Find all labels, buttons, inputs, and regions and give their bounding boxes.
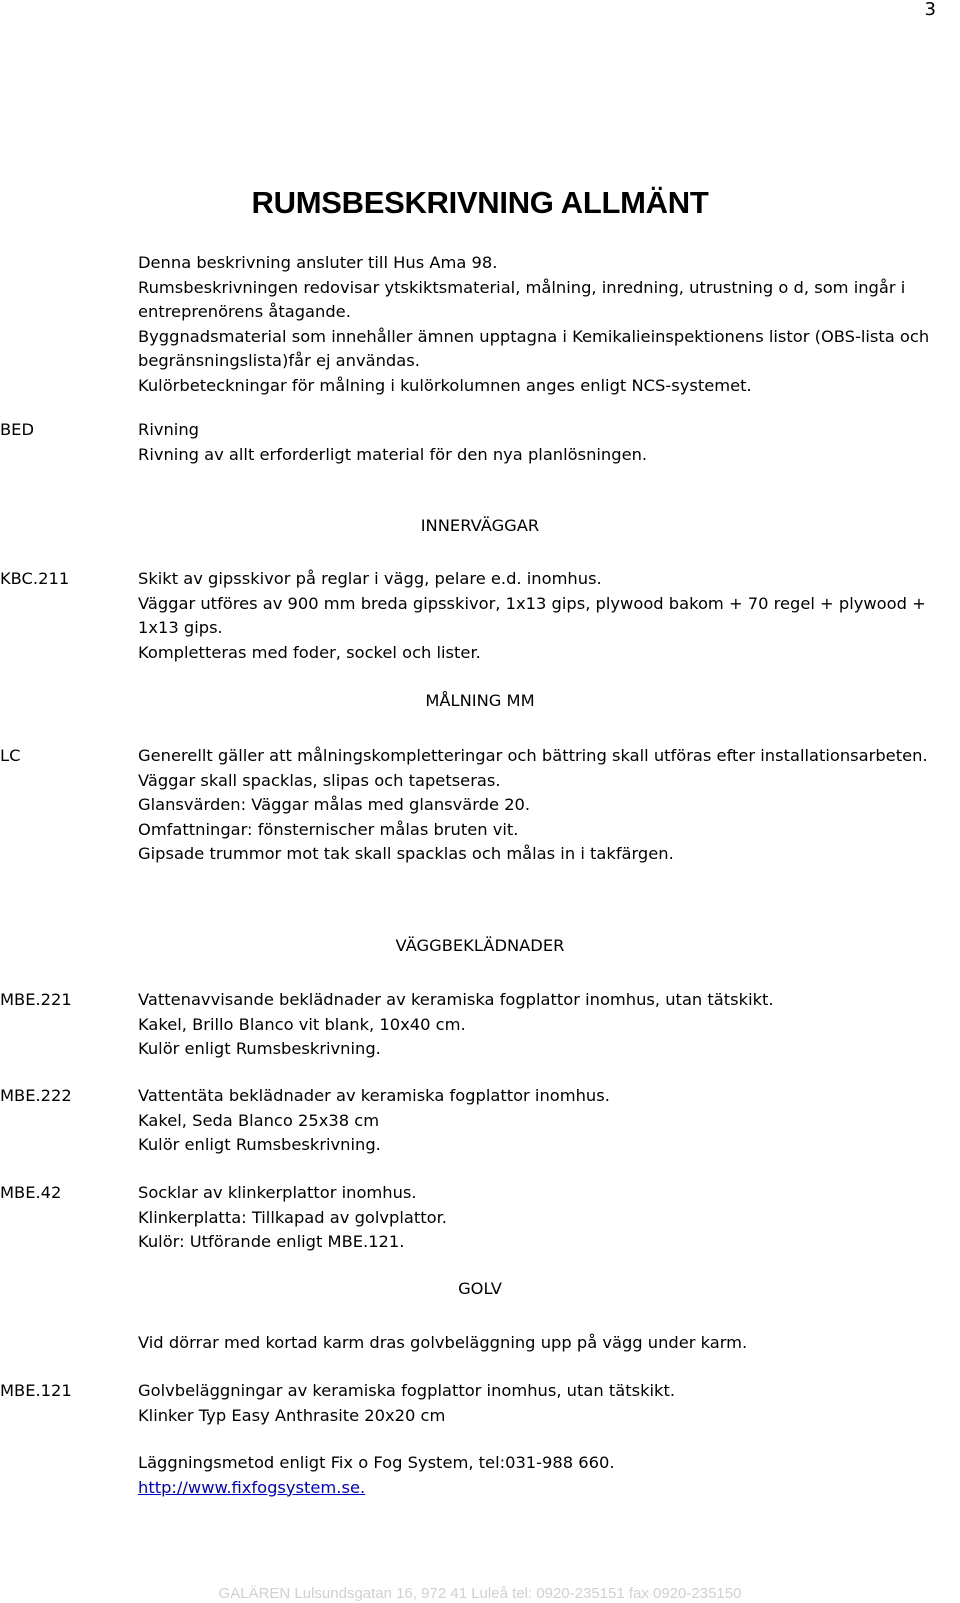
intro-section [138, 251, 960, 398]
page-number: 3 [924, 0, 936, 20]
intro-line: Denna beskrivning ansluter till Hus Ama 98. [138, 253, 498, 272]
mbe42-section [138, 1181, 960, 1255]
mbe121-line: Klinker Typ Easy Anthrasite 20x20 cm [138, 1405, 446, 1425]
mbe222-line: Kakel, Seda Blanco 25x38 cm [138, 1110, 380, 1130]
intro-line: Byggnadsmaterial som innehåller ämnen upptagna i Kemikalieinspektionens listor (OBS-lista och [138, 326, 930, 346]
innervaggar-line: 1x13 gips. [138, 618, 223, 637]
mbe42-line: Kulör: Utförande enligt MBE.121. [138, 1232, 405, 1251]
heading-malning: MÅLNING MM [425, 691, 535, 710]
mbe221-line: Vattenavvisande beklädnader av keramiska fogplattor inomhus, utan tätskikt. [138, 990, 774, 1009]
section-code-lc: LC [0, 746, 21, 765]
document-title: RUMSBESKRIVNING ALLMÄNT [251, 185, 709, 220]
malning-line: Omfattningar: fönsternischer målas bruten vit. [138, 819, 519, 839]
intro-line: Rumsbeskrivningen redovisar ytskiktsmaterial, målning, inredning, utrustning o d, som ingår i [138, 277, 906, 297]
golv-note-line: Vid dörrar med kortad karm dras golvbeläggning upp på vägg under karm. [138, 1333, 748, 1352]
innervaggar-line: Väggar utföres av 900 mm breda gipsskivor, 1x13 gips, plywood bakom + 70 regel + plywood + [138, 593, 926, 613]
mbe222-line: Vattentäta beklädnader av keramiska fogplattor inomhus. [138, 1086, 610, 1105]
intro-line: entreprenörens åtagande. [138, 302, 351, 321]
mbe222-section [138, 1084, 960, 1158]
bed-section [138, 418, 960, 467]
mbe121-section [138, 1379, 960, 1428]
heading-innervaggar: INNERVÄGGAR [420, 516, 540, 535]
malning-line: Gipsade trummor mot tak skall spacklas och målas in i takfärgen. [138, 844, 674, 863]
mbe42-line: Socklar av klinkerplattor inomhus. [138, 1183, 417, 1202]
bed-line: Rivning [138, 420, 199, 439]
footer-address: GALÄREN Lulsundsgatan 16, 972 41 Luleå tel: 0920-235151 fax 0920-235150 [218, 1585, 742, 1602]
mbe221-line: Kakel, Brillo Blanco vit blank, 10x40 cm. [138, 1014, 466, 1034]
malning-line: Glansvärden: Väggar målas med glansvärde 20. [138, 795, 531, 814]
golv-note [138, 1331, 960, 1356]
mbe121-line: Golvbeläggningar av keramiska fogplattor inomhus, utan tätskikt. [138, 1381, 676, 1400]
mbe42-line: Klinkerplatta: Tillkapad av golvplattor. [138, 1207, 447, 1227]
malning-section [138, 744, 960, 867]
section-code-bed: BED [0, 420, 34, 439]
innervaggar-section [138, 567, 960, 665]
mbe221-section [138, 988, 960, 1062]
fixfog-link[interactable]: http://www.fixfogsystem.se. [138, 1477, 366, 1497]
heading-vaggbekladnader: VÄGGBEKLÄDNADER [395, 936, 565, 955]
malning-line: Generellt gäller att målningskompletteringar och bättring skall utföras efter installationsarbeten. [138, 746, 928, 765]
section-code-mbe221: MBE.221 [0, 990, 72, 1009]
malning-line: Väggar skall spacklas, slipas och tapetseras. [138, 770, 501, 790]
section-code-mbe222: MBE.222 [0, 1086, 72, 1105]
section-code-mbe121: MBE.121 [0, 1381, 72, 1400]
mbe222-line: Kulör enligt Rumsbeskrivning. [138, 1135, 381, 1154]
method-line: Läggningsmetod enligt Fix o Fog System, tel:031-988 660. [138, 1453, 615, 1472]
intro-line: begränsningslista)får ej användas. [138, 351, 420, 370]
innervaggar-line: Kompletteras med foder, sockel och lister. [138, 642, 481, 662]
golv-method-section [138, 1451, 960, 1500]
innervaggar-line: Skikt av gipsskivor på reglar i vägg, pelare e.d. inomhus. [138, 569, 602, 588]
intro-line: Kulörbeteckningar för målning i kulörkolumnen anges enligt NCS-systemet. [138, 375, 752, 395]
section-code-kbc: KBC.211 [0, 569, 70, 588]
section-code-mbe42: MBE.42 [0, 1183, 62, 1202]
heading-golv: GOLV [458, 1279, 502, 1298]
bed-line: Rivning av allt erforderligt material för den nya planlösningen. [138, 444, 648, 464]
mbe221-line: Kulör enligt Rumsbeskrivning. [138, 1039, 381, 1058]
